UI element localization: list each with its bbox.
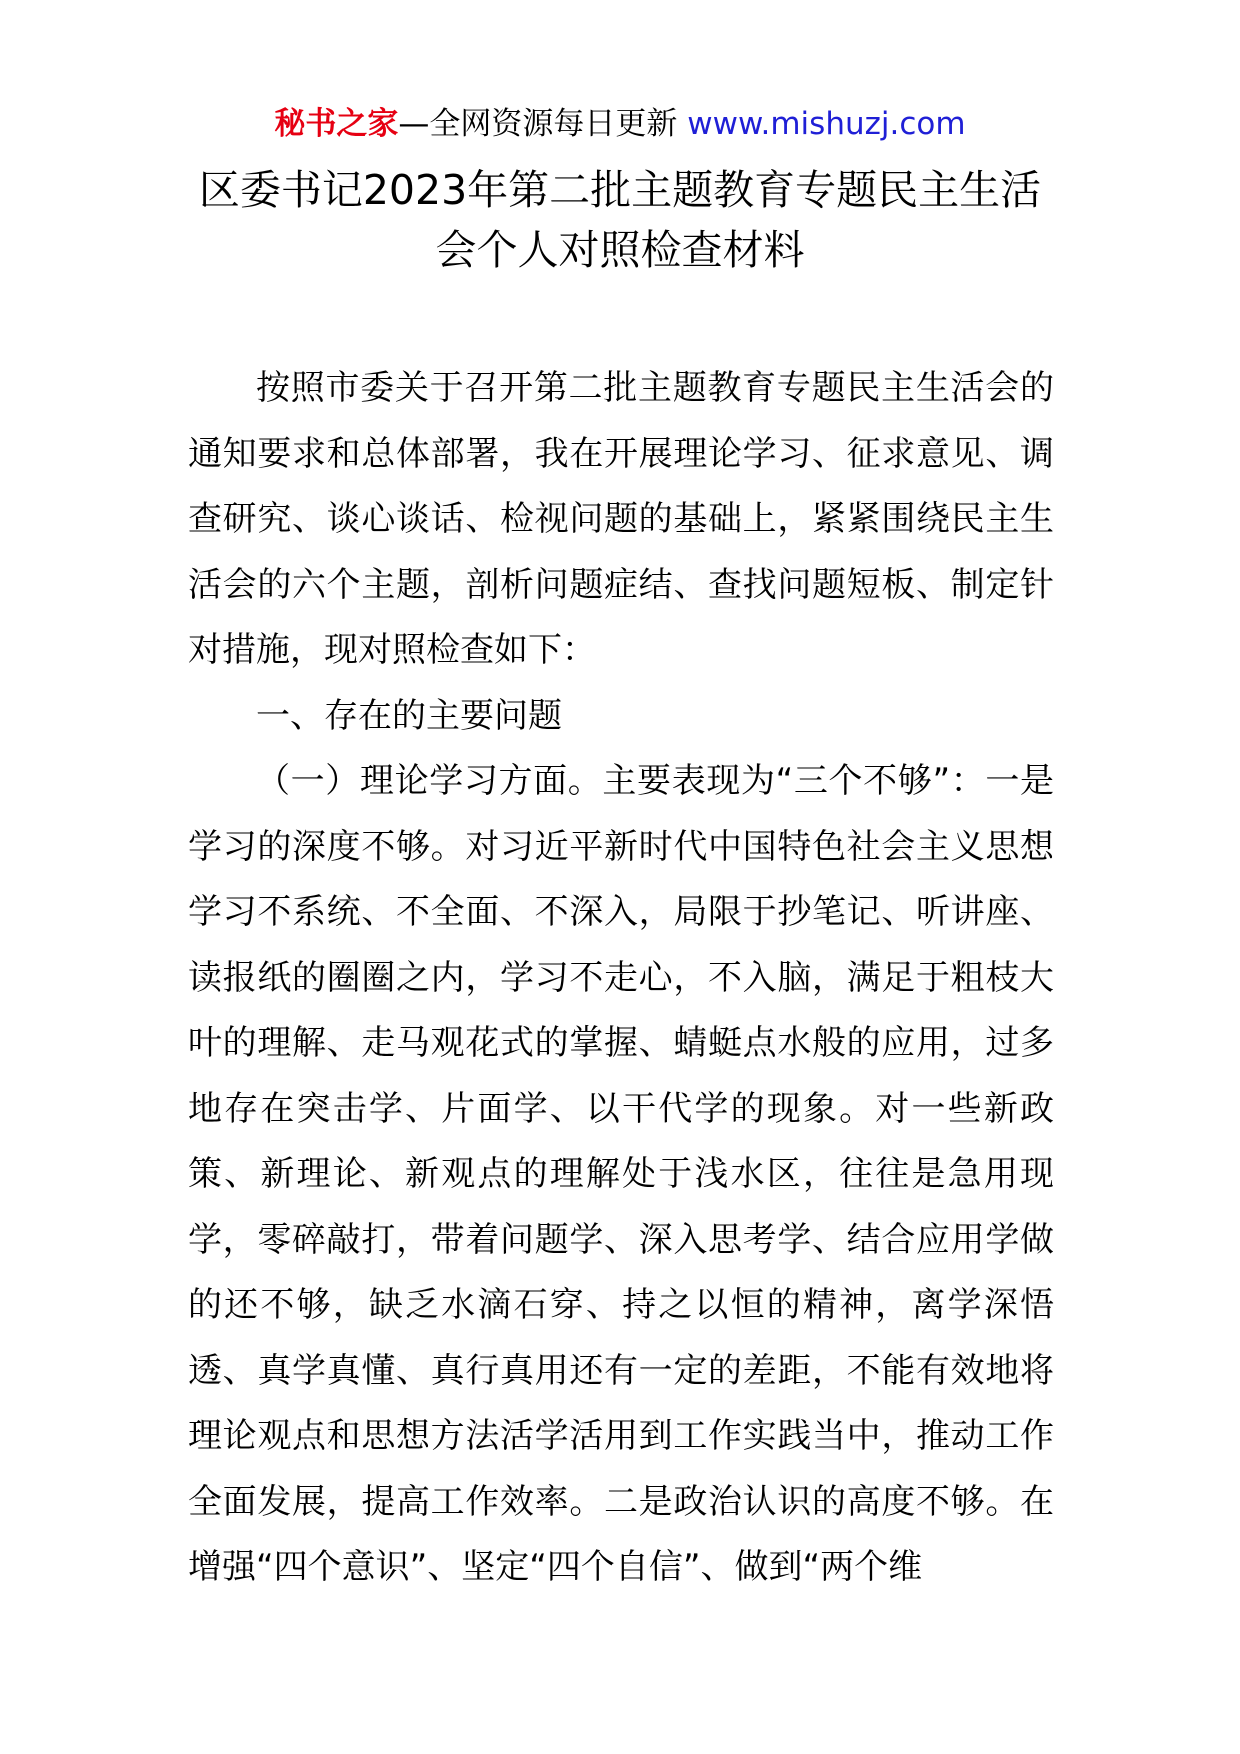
section-paragraph: （一）理论学习方面。主要表现为“三个不够”：一是学习的深度不够。对习近平新时代中国特色社会主义思想学习不系统、不全面、不深入，局限于抄笔记、听讲座、读报纸的圈圈之内，学习不走心，不入脑，满足于粗枝大叶的理解、走马观花式的掌握、蜻蜓点水般的应用，过多地存在突击学、片面学、以干代学的现象。对一些新政策、新理论、新观点的理解处于浅水区，往往是急用现学，零碎敲打，带着问题学、深入思考学、结合应用学做的还不够，缺乏水滴石穿、持之以恒的精神，离学深悟透、真学真懂、真行真用还有一定的差距，不能有效地将理论观点和思想方法活学活用到工作实践当中，推动工作全面发展，提高工作效率。二是政治认识的高度不够。在增强“四个意识”、坚定“四个自信”、做到“两个维 [188,761,1054,1587]
brand-name: 秘书之家 [274,106,399,142]
intro-paragraph: 按照市委关于召开第二批主题教育专题民主生活会的通知要求和总体部署，我在开展理论学习、征求意见、调查研究、谈心谈话、检视问题的基础上，紧紧围绕民主生活会的六个主题，剖析问题症结、查找问题短板、制定针对措施，现对照检查如下： [188,368,1054,670]
document-title [150,160,1090,280]
site-header [0,100,1240,148]
site-url-link[interactable]: www.mishuzj.com [687,106,966,142]
section-heading: 一、存在的主要问题 [256,695,562,736]
header-tagline: —全网资源每日更新 [398,106,678,142]
title-line-1: 区委书记2023年第二批主题教育专题民主生活 [198,166,1042,214]
document-body [188,356,1054,1601]
title-line-2: 会个人对照检查材料 [435,226,805,274]
